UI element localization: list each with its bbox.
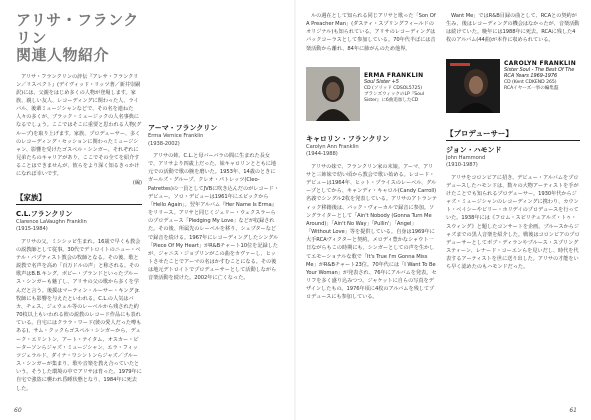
intro-credit: (編) [132,179,142,186]
ab-years: (1938-2002) [148,140,180,147]
erma-album-cd: CD (ソリッド CDSOL5725) [364,85,423,91]
erma-album-artist: ERMA FRANKLIN [364,71,424,79]
erma-continuation: ルの週在として知られる同じアリサと歌った「Son Of A Preacher Man」(ダスティ・スプリングフィールドのオリジナル)も知られている。アリサのレコーディングはバックコーラスとして参加している。70年代半ばには音楽活動から離れ、84年に肺がんのため他界。 [306,13,436,52]
cl-years: (1915-1984) [16,226,48,233]
ab-romaji: Erma Vernice Franklin [148,133,204,139]
caro-romaji: Carolyn Ann Franklin [306,143,359,150]
erma-album-info [364,73,438,105]
jh-years: (1910-1987) [446,162,478,169]
caro-name: キャロリン・フランクリン [306,134,390,143]
cl-body: アリサの父。ミシシッピ生まれ。16歳で早くも教会の説教師として従事。30代でデトロイトのニュー・ベテル・バプティスト教会の牧師となる。その後、歌と説教で名声を高め「百万ドルの声」と称される。その歌声はB.B.キング、ボビー・ブランドといったブルース・シンガーも魅了し、アリサの父の歌から多くを学んだと言う。後援はマーティン・ルーサー・キング Jr.牧師にも影響を与えたといわれる。C.L.の人気はバカ、チェス、ジュウェル等のレーベルから残された約70枚以上もいわれる彼の説教のレコード作品にも表れている。自宅にはクララ・ワード(彼の愛人だった噂もある)、サム・クックらゴスペル・シンガーから、デューク・エリントン、アート・テイタム、オスカー・ピーターソンらジャズ・ミュージシャン、エラ・フィッツジェラルド、ダイナ・ワシントンらジャズ／ブルース・シンガーが集まり、歌や音楽を教え合っていたという。そうした環境の中でアリサは育った。1979年に自宅で強盗に襲われ昏睡状態となり、1984年に死去した。 [16,238,142,392]
caro-album-info [504,61,580,93]
caro-body: アリサの妹で、フランクリン家の末娘。アーマ、アリサと三姉妹で幼い頃から教会で歌い始める。レコード・デビューは1964年、ヒット・プライスのレーベル、グループとしてから、キャンディ・キャロル(Candy Carroll)名義でシングル2枚を発表している。アリサのアトランティック移籍後は、バック・ヴォーカルで録音に参加。ソングライターとして「Ain't Nobody (Gonna Turn Me Around)」「Ain't No Way」「Pullin'」「Angel」「Without Love」等を提供している。自身は1969年に大手RCAヴィクターと契約。メロディ豊かなシャウト一日ながらもこの時期にも、シンガーとしての声を生かしてエモーショナルな歌で「It's True I'm Gonna Miss Me」がR&Bチャート23位。70年代には「I Want To Be Your Woman」が発表され、76年にアルバムを発表。セリフを多く盛り込みつつ。ジャケットに自らの写真をデザインしたもの。1976年頃に4枚のアルバムを残してプロデュースにも参加している。 [306,163,437,301]
producer-section-header: 【プロデューサー】 [446,129,580,141]
page-number-left: 60 [14,407,22,414]
erma-album-title: Soul Sister +5 [364,79,399,86]
cl-romaji: Clarence LaVaughn Franklin [16,218,87,225]
ab-name: アーマ・フランクリン [148,124,218,132]
erma-album-block [306,59,438,131]
jh-name: ジョン・ハモンド [446,145,502,154]
ab-body: アリサの姉。C.L.と母バーバラの間に生まれた長女で、アリサより四歳上だった。妹キャロリンとともに地元での活動で歌の腕を磨いた。1953年、14歳のときにガールズ・グループ、クレオ・パトレッツ(Cleo-Patrettes)の一員としてJVBに吹き込んだのがレコード・デビュー。ソロ・デビューは1961年にエピックから「Hello Again」。翌年アルバム『Her Name Is Erma』をリリース。アリサと同じくジェリー・ウェクスラーらのプロデュース「Pledging My Love」などが収録された。その後、所属先のレーベルを移り、シェプターなどで録音を続ける。1967年にレコーディングしたシングル「Piece Of My Heart」がR&Bチャート10位を記録したが、ジャニス・ジョプリンがこの曲をカヴァーし、ヒットさせたことでアーマの名はかすむことになる。その後は地元デトロイトでプロデューサーとして活動しながら音楽活動を続けた。2002年に亡くなった。 [148,153,279,282]
right-column-1 [306,12,438,407]
caro-album-desc: RCAイヤーズ一挙の編集盤 [504,86,559,92]
title-line-1: アリサ・フランクリン [16,12,139,47]
page-number-right: 61 [569,407,577,414]
left-page [0,0,295,420]
caro-album-cd: CD (Kent CDKEND 265) [504,79,557,85]
caro-years: (1944-1988) [306,151,338,158]
jh-body: アリサをコロンビアに招き、デビュー・アルバムをプロデュースしたハモンドは、数々の大物アーティストを手がけたことでも知られるプロデューサー。1930年代からジャズ・ミュージシャンのレコーディングに携わり、カウント・ベイシーやビリー・ホリデイのプロデュースを行っていた。1938年には《フロム・スピリチュアルズ・トゥ・スウィング》と題したコンサートを企画。ブルースからジャズまでの黒人音楽を紹介した。戦後はコロンビアのプロデューサーとしてボブ・ディランやブルース・スプリングスティーン、レナード・コーエンらを見いだし、時代を代表するアーティストを世に送り出した。アリサの才能をいち早く認めたのもハモンドだった。 [446,174,580,271]
caro-album-title: Sister Soul - The Best Of The RCA Years 1969-1976 [504,67,575,80]
right-column-2 [446,12,580,407]
caro-album-block [446,51,580,123]
jh-romaji: John Hammond [446,154,486,161]
page-title [16,12,142,65]
left-column-2 [148,12,280,407]
erma-album-cover [306,67,360,121]
caro-continuation: Want Me」ではR&B目録の曲として、RCAとの契約が生み、後はレコーディングの機会はなかったが、音楽活動は続けていた。晩年には1988年に死去。RCAに残した4枚のアルバム(44曲)が本作に収められている。 [446,13,580,44]
erma-album-desc: ブランズウィックのLP『Soul Sister』に6曲追加したCD [364,92,424,104]
family-section-header: 【家族】 [16,193,142,205]
left-column-1 [16,12,142,407]
title-line-2: 関連人物紹介 [16,46,110,64]
caro-album-artist: CAROLYN FRANKLIN [504,59,577,67]
caro-album-cover [446,59,500,113]
intro-paragraph: アリサ・フランクリンの評伝『アレサ・フランクリン／リスペクト』(デイヴィッド・リッツ著／新井崇嗣訳)には、父親をはじめ多くの人物が登場します。家族、親しい友人、レコーディングに関わった人、ライバル、後輩ミュージシャンなどで、その名を連ねた人々の多くが、ブラック・ミュージックの人名事典になるでしょう。ここではそこに重要と思われる人物(グループ)を取り上げます。家族、プロデューサー、多くのレコーディング・セッションに関わったミュージシャン、影響を受けたゴスペル・シンガー、それぞれに兄弟たちのキャリアがあり、ここでその全てを紹介することはできませんが、彼らをより深く知るきっかけになれば幸いです。 [16,73,142,178]
right-page [296,0,591,420]
cl-name: C.L.フランクリン [16,209,73,218]
